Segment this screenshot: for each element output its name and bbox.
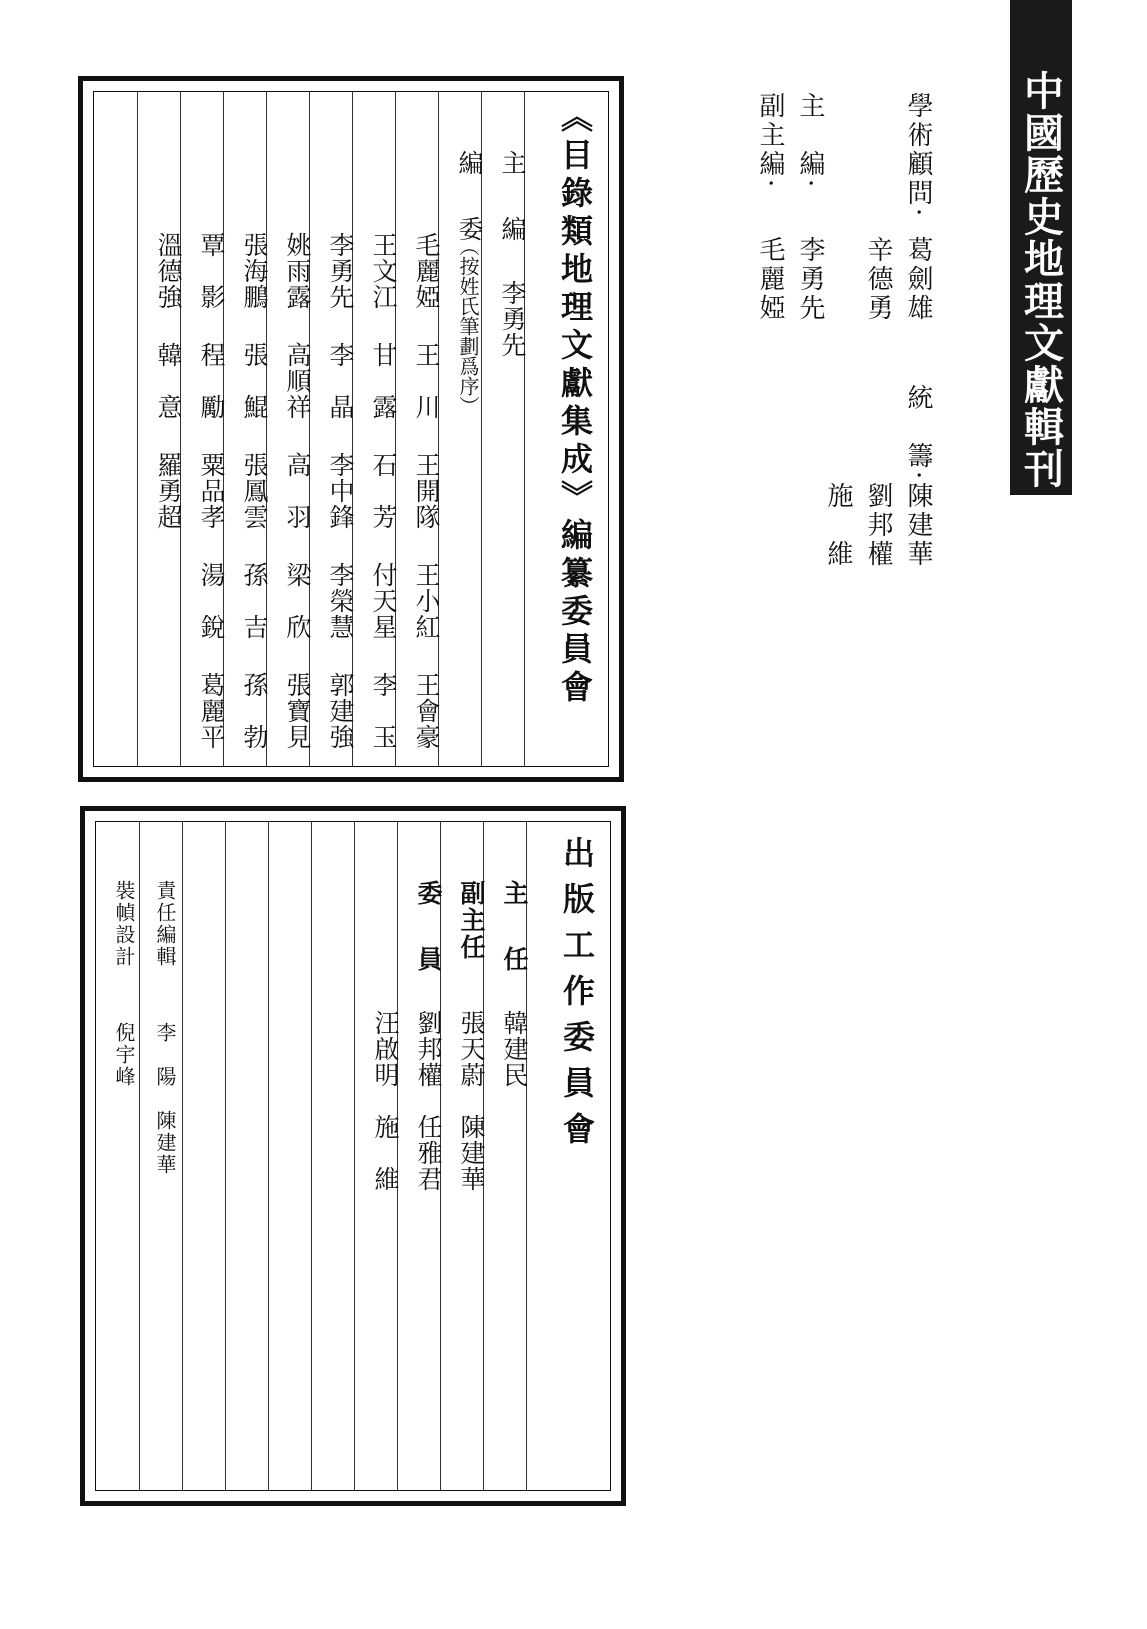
column-rule [438, 92, 439, 766]
member-name: 王 川 [412, 342, 441, 420]
member-name: 溫德強 [154, 232, 183, 310]
committee-members-label: 編 委 [455, 150, 484, 249]
column-rule [139, 822, 140, 1490]
member-name: 李榮慧 [326, 562, 355, 640]
member-name: 石 芳 [369, 452, 398, 530]
committee-chief: 李勇先 [498, 280, 527, 358]
member-name: 高順祥 [283, 342, 312, 420]
coordinator-label: 統 籌· [903, 384, 933, 483]
member-name: 張海鵬 [240, 232, 269, 310]
series-title-banner [1010, 0, 1072, 495]
member-name: 張鳳雲 [240, 452, 269, 530]
series-chief-label: 主 編· [795, 92, 825, 191]
series-title: 中國歷史地理文獻輯刊 [1017, 70, 1065, 490]
coordinator-2: 劉邦權 [863, 482, 893, 569]
member-name: 王小紅 [412, 562, 441, 640]
column-rule [352, 92, 353, 766]
column-rule [311, 822, 312, 1490]
advisor-1: 葛劍雄 [903, 236, 933, 323]
member-name: 高 羽 [283, 452, 312, 530]
series-chief: 李勇先 [795, 236, 825, 323]
designer-name: 倪宇峰 [112, 1022, 136, 1088]
member-names: 汪啟明 施 維 [371, 1010, 400, 1192]
column-rule [225, 822, 226, 1490]
column-rule [182, 822, 183, 1490]
member-name: 覃 影 [197, 232, 226, 310]
member-name: 孫 吉 [240, 562, 269, 640]
member-name: 李中鋒 [326, 452, 355, 530]
committee-chief-label: 主 編 [498, 150, 527, 249]
member-name: 孫 勃 [240, 672, 269, 750]
director-label: 主 任 [500, 880, 529, 979]
member-name: 韓 意 [154, 342, 183, 420]
member-name: 郭建強 [326, 672, 355, 750]
deputy-director-names: 張天蔚 陳建華 [457, 1010, 486, 1192]
member-name: 王開隊 [412, 452, 441, 530]
members-label: 委 員 [414, 880, 443, 979]
editor-names: 李 陽 陳建華 [153, 1022, 177, 1176]
column-rule [266, 92, 267, 766]
committee-members-note: （按姓氏筆劃爲序） [456, 236, 480, 416]
member-name: 付天星 [369, 562, 398, 640]
member-name: 李 晶 [326, 342, 355, 420]
advisor-2: 辛德勇 [863, 236, 893, 323]
member-name: 姚雨露 [283, 232, 312, 310]
member-name: 王文江 [369, 232, 398, 310]
column-rule [309, 92, 310, 766]
compilation-committee-panel [78, 76, 624, 782]
member-name: 毛麗婭 [412, 232, 441, 310]
member-name: 湯 銳 [197, 562, 226, 640]
column-rule [395, 92, 396, 766]
advisor-label: 學術顧問· [903, 92, 933, 220]
column-rule [354, 822, 355, 1490]
compilation-committee-frame [93, 91, 609, 767]
member-name: 甘 露 [369, 342, 398, 420]
member-names: 劉邦權 任雅君 [414, 1010, 443, 1192]
member-name: 粟品孝 [197, 452, 226, 530]
member-name: 葛麗平 [197, 672, 226, 750]
column-rule [137, 92, 138, 766]
deputy-director-label: 副主任 [457, 880, 486, 961]
member-name: 梁 欣 [283, 562, 312, 640]
publishing-title: 出版工作委員會 [558, 836, 596, 1158]
column-rule [223, 92, 224, 766]
member-name: 張寶見 [283, 672, 312, 750]
member-name: 張 鯤 [240, 342, 269, 420]
publishing-committee-frame [95, 821, 611, 1491]
member-name: 李勇先 [326, 232, 355, 310]
publishing-committee-panel [80, 806, 626, 1506]
design-label: 裝幀設計 [112, 880, 136, 968]
column-rule [268, 822, 269, 1490]
member-name: 王會豪 [412, 672, 441, 750]
member-name: 羅勇超 [154, 452, 183, 530]
coordinator-3: 施 維 [823, 482, 853, 569]
editor-label: 責任編輯 [153, 880, 177, 968]
coordinator-1: 陳建華 [903, 482, 933, 569]
series-deputy-label: 副主編· [755, 92, 785, 191]
column-rule [180, 92, 181, 766]
member-name: 李 玉 [369, 672, 398, 750]
member-name: 程 勵 [197, 342, 226, 420]
director-name: 韓建民 [500, 1010, 529, 1088]
series-deputy: 毛麗婭 [755, 236, 785, 323]
committee-title: 《目錄類地理文獻集成》編纂委員會 [556, 100, 594, 708]
